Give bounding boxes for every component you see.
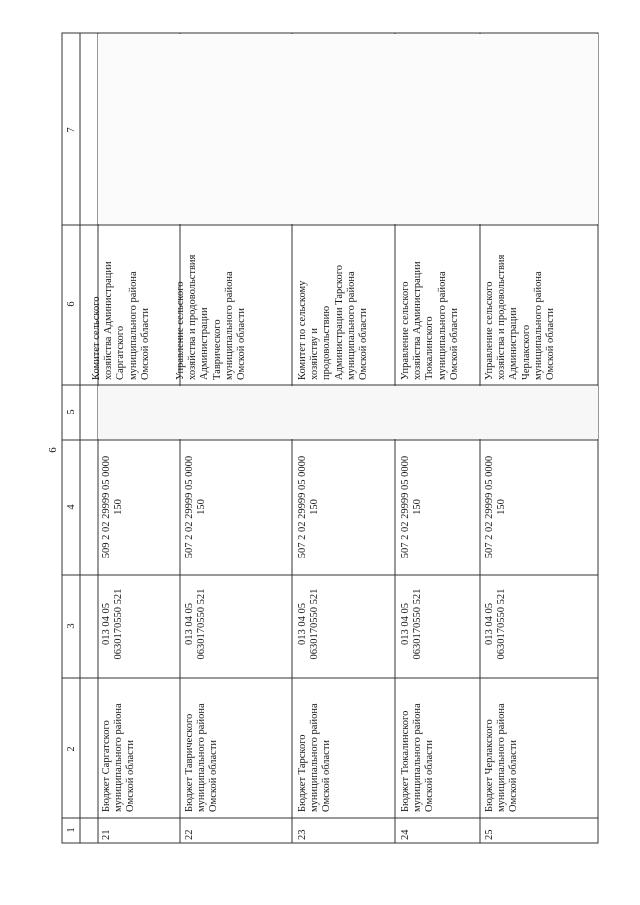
header-col-3: 3 [66, 623, 77, 629]
row-number: 23 [297, 829, 308, 840]
budget-name: Бюджет Таврического муниципального района Омской области [184, 703, 220, 812]
revenue-code: 507 2 02 29999 05 0000 150 [484, 455, 508, 559]
revenue-code: 507 2 02 29999 05 0000 150 [297, 455, 321, 559]
revenue-code: 507 2 02 29999 05 0000 150 [400, 455, 424, 559]
header-col-5: 5 [66, 409, 77, 415]
administrator-name: Управление сельского хозяйства Администрации Тюкалинского муниципального района Омской области [400, 261, 460, 380]
row-number: 22 [184, 829, 195, 840]
row-number: 25 [484, 829, 495, 840]
revenue-code: 509 2 02 29999 05 0000 150 [101, 455, 125, 559]
page-number: 6 [47, 447, 59, 453]
budget-name: Бюджет Тарского муниципального района Омской области [297, 703, 333, 812]
budget-name: Бюджет Тюкалинского муниципального района Омской области [400, 703, 436, 812]
header-col-6: 6 [66, 301, 77, 307]
classification-code: 013 04 05 0630170550 521 [101, 588, 125, 660]
administrator-name: Комитет сельского хозяйства Администрации Саргатского муниципального района Омской области [91, 261, 151, 380]
budget-name: Бюджет Саргатского муниципального района Омской области [101, 703, 137, 812]
header-col-7: 7 [66, 127, 77, 133]
row-number: 21 [101, 829, 112, 840]
header-col-4: 4 [66, 504, 77, 510]
header-col-2: 2 [66, 746, 77, 752]
administrator-name: Управление сельского хозяйства и продовольствия Администрации Черлакского муниципального района Омской области [484, 254, 557, 380]
row-number: 24 [400, 829, 411, 840]
classification-code: 013 04 05 0630170550 521 [184, 588, 208, 660]
administrator-name: Управление сельского хозяйства и продовольствия Администрации Таврического муниципального района Омской области [175, 254, 248, 380]
budget-name: Бюджет Черлакского муниципального района Омской области [484, 703, 520, 812]
classification-code: 013 04 05 0630170550 521 [484, 588, 508, 660]
administrator-name: Комитет по сельскому хозяйству и продовольствию Администрации Тарского муниципального района Омской области [297, 264, 370, 380]
classification-code: 013 04 05 0630170550 521 [400, 588, 424, 660]
classification-code: 013 04 05 0630170550 521 [297, 588, 321, 660]
header-col-1: 1 [66, 827, 77, 833]
revenue-code: 507 2 02 29999 05 0000 150 [184, 455, 208, 559]
